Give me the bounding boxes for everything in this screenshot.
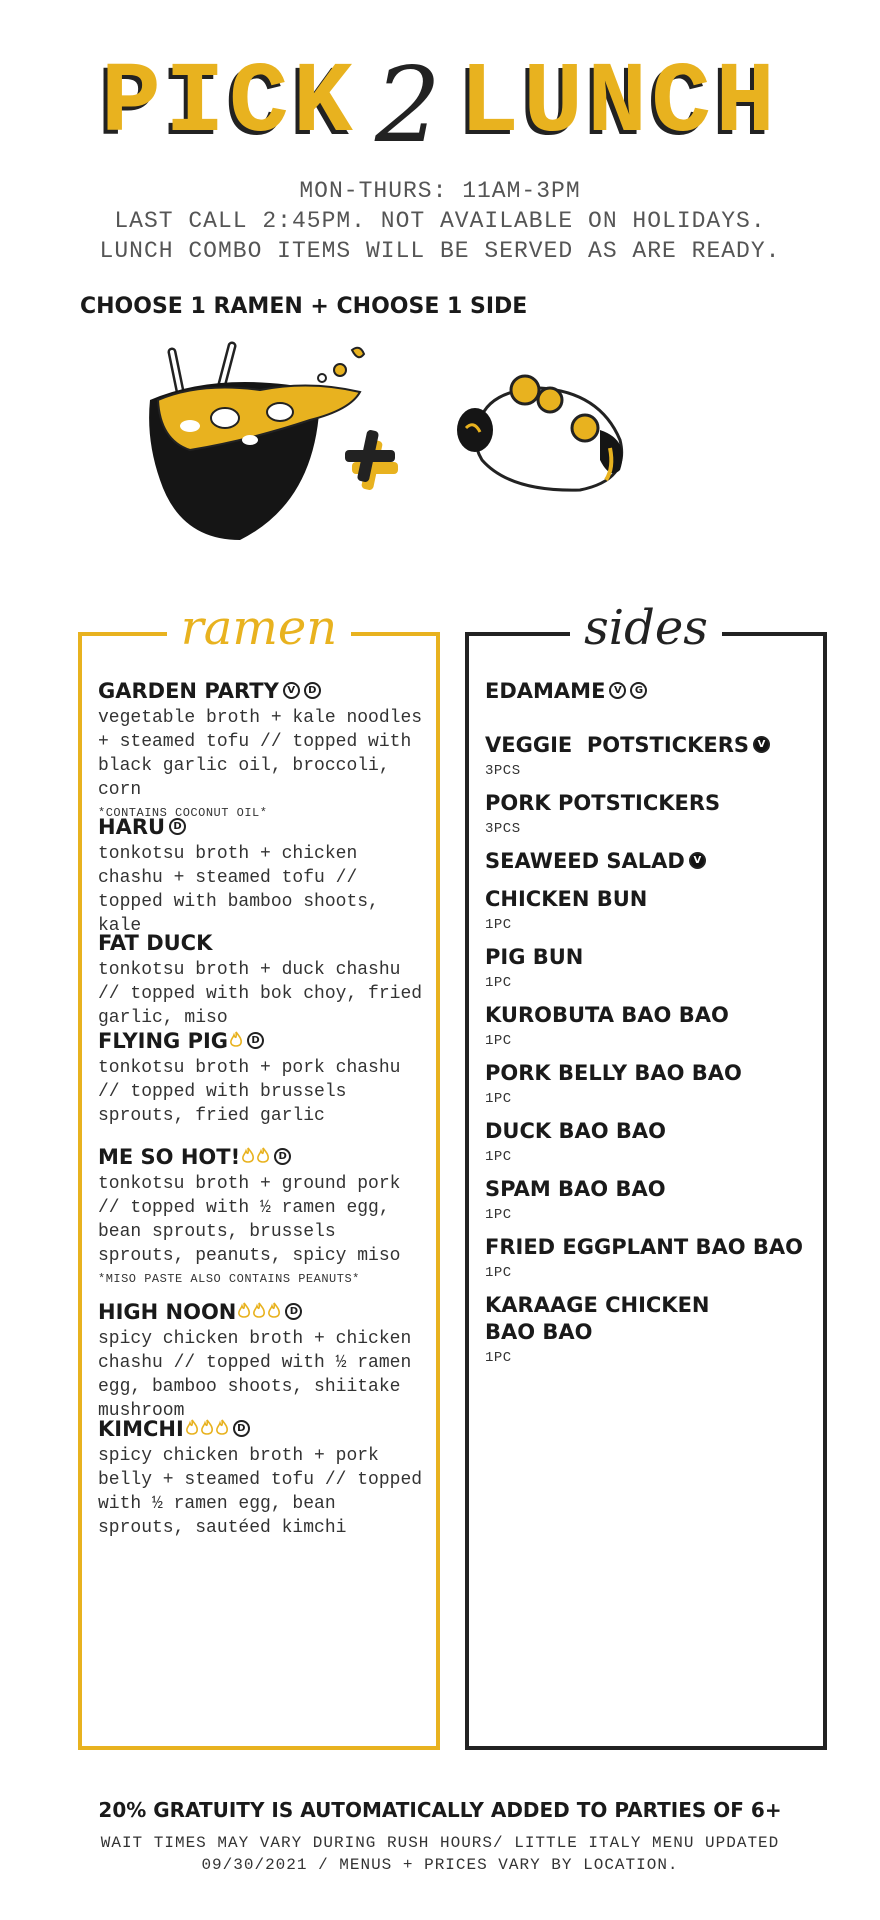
ramen-item-name [98,930,428,957]
flame-icon [237,1302,251,1320]
dairy-badge: D [285,1303,302,1320]
side-item-name [485,1118,815,1145]
side-item-title: EDAMAME [485,679,606,703]
flame-icon [267,1302,281,1320]
ramen-item-name [98,1299,428,1326]
gluten-free-badge: G [630,682,647,699]
side-item-name [485,848,815,875]
vegetarian-badge: V [283,682,300,699]
footer-note-line: WAIT TIMES MAY VARY DURING RUSH HOURS/ LITTLE ITALY MENU UPDATED [100,1834,780,1852]
ramen-item-title: FAT DUCK [98,931,213,955]
dairy-badge: D [169,818,186,835]
side-item-count: 1PC [485,1033,512,1049]
side-item-name [485,790,815,817]
menu-title [0,44,880,166]
vegetarian-badge: V [689,852,706,869]
ramen-item-description: spicy chicken broth + pork belly + steamed tofu // topped with ½ ramen egg, bean sprouts, sautéed kimchi [98,1446,423,1538]
combo-illustration [130,330,770,570]
dairy-badge: D [304,682,321,699]
ramen-item-description: spicy chicken broth + chicken chashu // topped with ½ ramen egg, bamboo shoots, shiitake mushroom [98,1329,412,1421]
ramen-item [98,814,428,938]
side-item [485,678,815,705]
side-item-name [485,732,815,759]
side-item-title: KARAAGE CHICKEN BAO BAO [485,1293,717,1344]
ramen-item-description: tonkotsu broth + pork chashu // topped with brussels sprouts, fried garlic [98,1058,401,1126]
gratuity-notice: 20% GRATUITY IS AUTOMATICALLY ADDED TO PARTIES OF 6+ [98,1798,782,1822]
side-item [485,1292,815,1367]
side-item-name [485,678,815,705]
side-item-count: 1PC [485,1207,512,1223]
side-item-name [485,1002,815,1029]
side-item [485,1118,815,1166]
side-item-name [485,886,815,913]
ramen-heading: ramen [82,598,436,658]
ramen-item-title: HIGH NOON [98,1300,237,1324]
side-item [485,944,815,992]
dairy-badge: D [274,1148,291,1165]
dairy-badge: D [233,1420,250,1437]
footer-notes [0,1832,880,1876]
side-item-title: PORK BELLY BAO BAO [485,1061,742,1085]
side-item-count: 3PCS [485,763,521,779]
side-item-name [485,1176,815,1203]
side-item-title: DUCK BAO BAO [485,1119,667,1143]
ramen-item-description: vegetable broth + kale noodles + steamed tofu // topped with black garlic oil, broccoli, corn [98,708,423,800]
flame-icon [215,1419,229,1437]
side-item [485,1234,815,1282]
flame-icon [241,1147,255,1165]
side-item-name [485,1234,815,1261]
bao-bun-illustration [457,376,623,490]
side-item-title: PIG BUN [485,945,584,969]
ramen-item-name [98,1144,428,1171]
hours-info [0,176,880,266]
plus-icon [345,429,398,490]
side-item-title: KUROBUTA BAO BAO [485,1003,729,1027]
side-item-title: SPAM BAO BAO [485,1177,666,1201]
ramen-item [98,930,428,1030]
side-item-count: 1PC [485,975,512,991]
ramen-panel [78,600,440,1750]
side-item [485,1176,815,1224]
side-item-name [485,944,815,971]
side-item-name [485,1292,725,1346]
side-item [485,732,815,780]
footer-note-line: 09/30/2021 / MENUS + PRICES VARY BY LOCATION. [201,1856,679,1874]
side-item-count: 1PC [485,1149,512,1165]
ramen-item-title: KIMCHI [98,1417,184,1441]
sides-panel [465,600,827,1750]
ramen-item-description: tonkotsu broth + duck chashu // topped with bok choy, fried garlic, miso [98,960,423,1028]
side-item-title: CHICKEN BUN [485,887,648,911]
flame-icon [256,1147,270,1165]
side-item-count: 1PC [485,917,512,933]
dairy-badge: D [247,1032,264,1049]
served-line: LUNCH COMBO ITEMS WILL BE SERVED AS ARE READY. [99,238,781,264]
ramen-item-name [98,678,428,705]
side-item-count: 1PC [485,1265,512,1281]
side-item-title: PORK POTSTICKERS [485,791,721,815]
flame-icon [185,1419,199,1437]
choose-heading: CHOOSE 1 RAMEN + CHOOSE 1 SIDE [80,294,528,319]
ramen-item-description: tonkotsu broth + chicken chashu + steamed tofu // topped with bamboo shoots, kale [98,844,379,936]
side-item [485,1060,815,1108]
ramen-item-name [98,814,428,841]
vegetarian-badge: V [753,736,770,753]
ramen-item [98,1028,428,1128]
vegetarian-badge: V [609,682,626,699]
side-item [485,848,815,875]
ramen-item-note: *CONTAINS COCONUT OIL* [98,806,268,820]
side-item [485,790,815,838]
side-item-title: SEAWEED SALAD [485,849,685,873]
ramen-item [98,678,428,822]
ramen-bowl-illustration [149,346,364,540]
last-call-line: LAST CALL 2:45PM. NOT AVAILABLE ON HOLIDAYS. [114,208,766,234]
ramen-item-title: GARDEN PARTY [98,679,279,703]
side-item-title: VEGGIE POTSTICKERS [485,733,750,757]
side-item-count: 3PCS [485,821,521,837]
ramen-item-name [98,1416,428,1443]
title-pick: PICK [100,48,357,161]
title-number: 2 [374,44,442,166]
side-item [485,1002,815,1050]
ramen-item-note: *MISO PASTE ALSO CONTAINS PEANUTS* [98,1272,360,1286]
ramen-item-description: tonkotsu broth + ground pork // topped with ½ ramen egg, bean sprouts, brussels sprouts, peanuts, spicy miso [98,1174,401,1266]
ramen-item [98,1299,428,1423]
side-item-title: FRIED EGGPLANT BAO BAO [485,1235,804,1259]
ramen-item-name [98,1028,428,1055]
ramen-item-title: FLYING PIG [98,1029,229,1053]
flame-icon [252,1302,266,1320]
flame-icon [229,1031,243,1049]
side-item-count: 1PC [485,1350,512,1366]
side-item-count: 1PC [485,1091,512,1107]
hours-line: MON-THURS: 11AM-3PM [299,178,581,204]
side-item [485,886,815,934]
title-lunch: LUNCH [459,48,780,161]
ramen-item [98,1144,428,1288]
ramen-item-title: ME SO HOT! [98,1145,241,1169]
ramen-item [98,1416,428,1540]
sides-heading: sides [469,598,823,658]
ramen-item-title: HARU [98,815,166,839]
side-item-name [485,1060,815,1087]
flame-icon [200,1419,214,1437]
